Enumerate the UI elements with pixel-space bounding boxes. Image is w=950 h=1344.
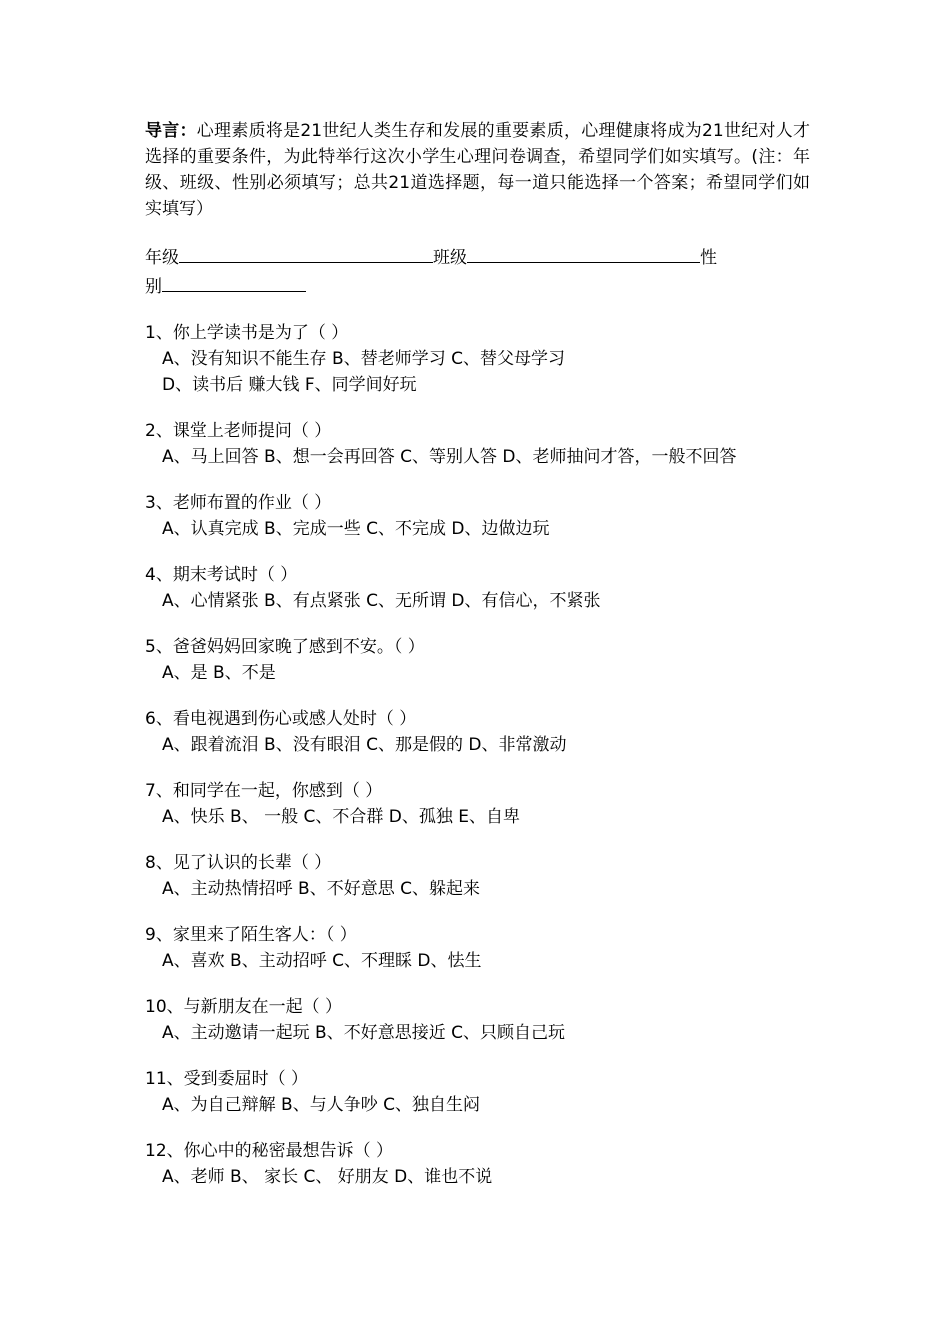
- class-label: 班级: [433, 248, 467, 268]
- question-title: 10、与新朋友在一起（ ）: [145, 997, 343, 1017]
- question-options: [145, 1164, 815, 1190]
- gender-blank[interactable]: [162, 271, 306, 292]
- question-title: 12、你心中的秘密最想告诉（ ）: [145, 1141, 394, 1161]
- question-title: 5、爸爸妈妈回家晚了感到不安。（ ）: [145, 637, 425, 657]
- option-line: A、是 B、不是: [162, 663, 276, 683]
- option-line: A、跟着流泪 B、没有眼泪 C、那是假的 D、非常激动: [162, 735, 567, 755]
- gender-label-part2: 别: [145, 277, 162, 297]
- option-line: A、快乐 B、 一般 C、不合群 D、孤独 E、自卑: [162, 807, 521, 827]
- option-line: A、喜欢 B、主动招呼 C、不理睬 D、怯生: [162, 951, 482, 971]
- question-title: 3、老师布置的作业（ ）: [145, 493, 332, 513]
- question-options: [145, 1020, 815, 1046]
- question-options: [145, 660, 815, 686]
- option-line: A、老师 B、 家长 C、 好朋友 D、谁也不说: [162, 1167, 493, 1187]
- question-options: [145, 876, 815, 902]
- question-7: [145, 778, 815, 830]
- question-8: [145, 850, 815, 902]
- document-page: [145, 118, 815, 1210]
- question-6: [145, 706, 815, 758]
- grade-label: 年级: [145, 248, 179, 268]
- option-line: A、主动热情招呼 B、不好意思 C、躲起来: [162, 879, 480, 899]
- question-1: [145, 320, 815, 398]
- option-line: A、心情紧张 B、有点紧张 C、无所谓 D、有信心，不紧张: [162, 591, 601, 611]
- question-title: 1、你上学读书是为了（ ）: [145, 323, 349, 343]
- question-12: [145, 1138, 815, 1190]
- option-line: A、为自己辩解 B、与人争吵 C、独自生闷: [162, 1095, 480, 1115]
- question-title: 2、课堂上老师提问（ ）: [145, 421, 332, 441]
- option-line: D、读书后 赚大钱 F、同学间好玩: [162, 375, 417, 395]
- option-line: A、认真完成 B、完成一些 C、不完成 D、边做边玩: [162, 519, 550, 539]
- question-options: [145, 732, 815, 758]
- question-2: [145, 418, 815, 470]
- intro-paragraph: [145, 118, 810, 222]
- question-title: 6、看电视遇到伤心或感人处时（ ）: [145, 709, 417, 729]
- grade-blank[interactable]: [179, 242, 433, 263]
- question-11: [145, 1066, 815, 1118]
- question-options: [145, 346, 815, 398]
- class-blank[interactable]: [467, 242, 700, 263]
- option-line: A、马上回答 B、想一会再回答 C、等别人答 D、老师抽问才答，一般不回答: [162, 447, 737, 467]
- question-options: [145, 804, 815, 830]
- option-line: A、没有知识不能生存 B、替老师学习 C、替父母学习: [162, 349, 565, 369]
- question-title: 4、期末考试时（ ）: [145, 565, 298, 585]
- question-list: [145, 320, 815, 1190]
- question-title: 8、见了认识的长辈（ ）: [145, 853, 332, 873]
- question-options: [145, 516, 815, 542]
- option-line: A、主动邀请一起玩 B、不好意思接近 C、只顾自己玩: [162, 1023, 565, 1043]
- question-title: 11、受到委屈时（ ）: [145, 1069, 309, 1089]
- intro-text: 心理素质将是21世纪人类生存和发展的重要素质，心理健康将成为21世纪对人才选择的重要条件，为此特举行这次小学生心理问卷调查，希望同学们如实填写。(注：年级、班级、性别必须填写；总共21道选择题，每一道只能选择一个答案；希望同学们如实填写）: [145, 121, 811, 219]
- question-title: 7、和同学在一起，你感到（ ）: [145, 781, 383, 801]
- question-options: [145, 588, 815, 614]
- gender-label-part1: 性: [700, 248, 717, 268]
- question-options: [145, 444, 815, 470]
- question-5: [145, 634, 815, 686]
- question-3: [145, 490, 815, 542]
- question-options: [145, 1092, 815, 1118]
- question-4: [145, 562, 815, 614]
- question-title: 9、家里来了陌生客人：（ ）: [145, 925, 357, 945]
- intro-label: 导言：: [145, 121, 197, 141]
- info-fields: [145, 242, 745, 300]
- question-10: [145, 994, 815, 1046]
- question-options: [145, 948, 815, 974]
- question-9: [145, 922, 815, 974]
